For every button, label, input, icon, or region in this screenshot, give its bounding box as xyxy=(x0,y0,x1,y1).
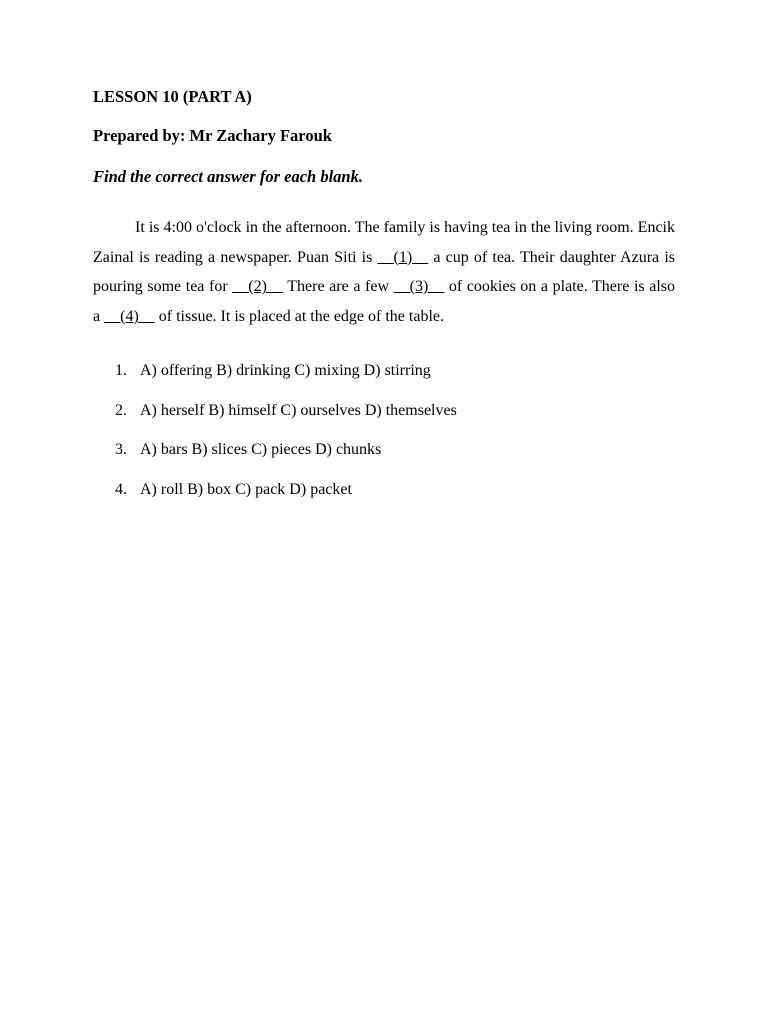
question-item xyxy=(93,400,675,422)
passage-paragraph xyxy=(93,213,675,331)
question-item xyxy=(93,479,675,501)
prepared-by: Prepared by: Mr Zachary Farouk xyxy=(93,126,332,145)
question-item xyxy=(93,439,675,461)
question-options: A) offering B) drinking C) mixing D) stirring xyxy=(140,362,431,380)
question-number: 1. xyxy=(115,362,127,380)
question-number: 2. xyxy=(115,401,127,419)
question-options: A) herself B) himself C) ourselves D) themselves xyxy=(140,401,457,419)
question-options: A) roll B) box C) pack D) packet xyxy=(140,480,352,498)
question-options: A) bars B) slices C) pieces D) chunks xyxy=(140,441,382,459)
document-page xyxy=(93,86,675,518)
passage-text: a cup of tea. Their daughter Azura is pouring some tea for xyxy=(93,248,675,296)
blank-4: __(4)__ xyxy=(104,307,155,325)
blank-1: __(1)__ xyxy=(377,248,429,266)
question-number: 4. xyxy=(115,480,127,498)
passage-text: of cookies on a plate. There is also a xyxy=(93,278,676,325)
question-list xyxy=(93,360,675,501)
passage-text: There are a few xyxy=(282,278,394,296)
blank-2: __(2)__ xyxy=(232,278,283,296)
instruction: Find the correct answer for each blank. xyxy=(93,167,363,186)
question-number: 3. xyxy=(115,441,127,459)
passage-text: of tissue. It is placed at the edge of the table. xyxy=(154,307,444,325)
lesson-title: LESSON 10 (PART A) xyxy=(93,87,252,106)
passage-text: It is 4:00 o'clock in the afternoon. The family is having tea in the living room. Encik Zainal is reading a newspaper. Puan Siti is xyxy=(93,219,675,266)
blank-3: __(3)__ xyxy=(393,278,445,296)
question-item xyxy=(93,360,675,382)
